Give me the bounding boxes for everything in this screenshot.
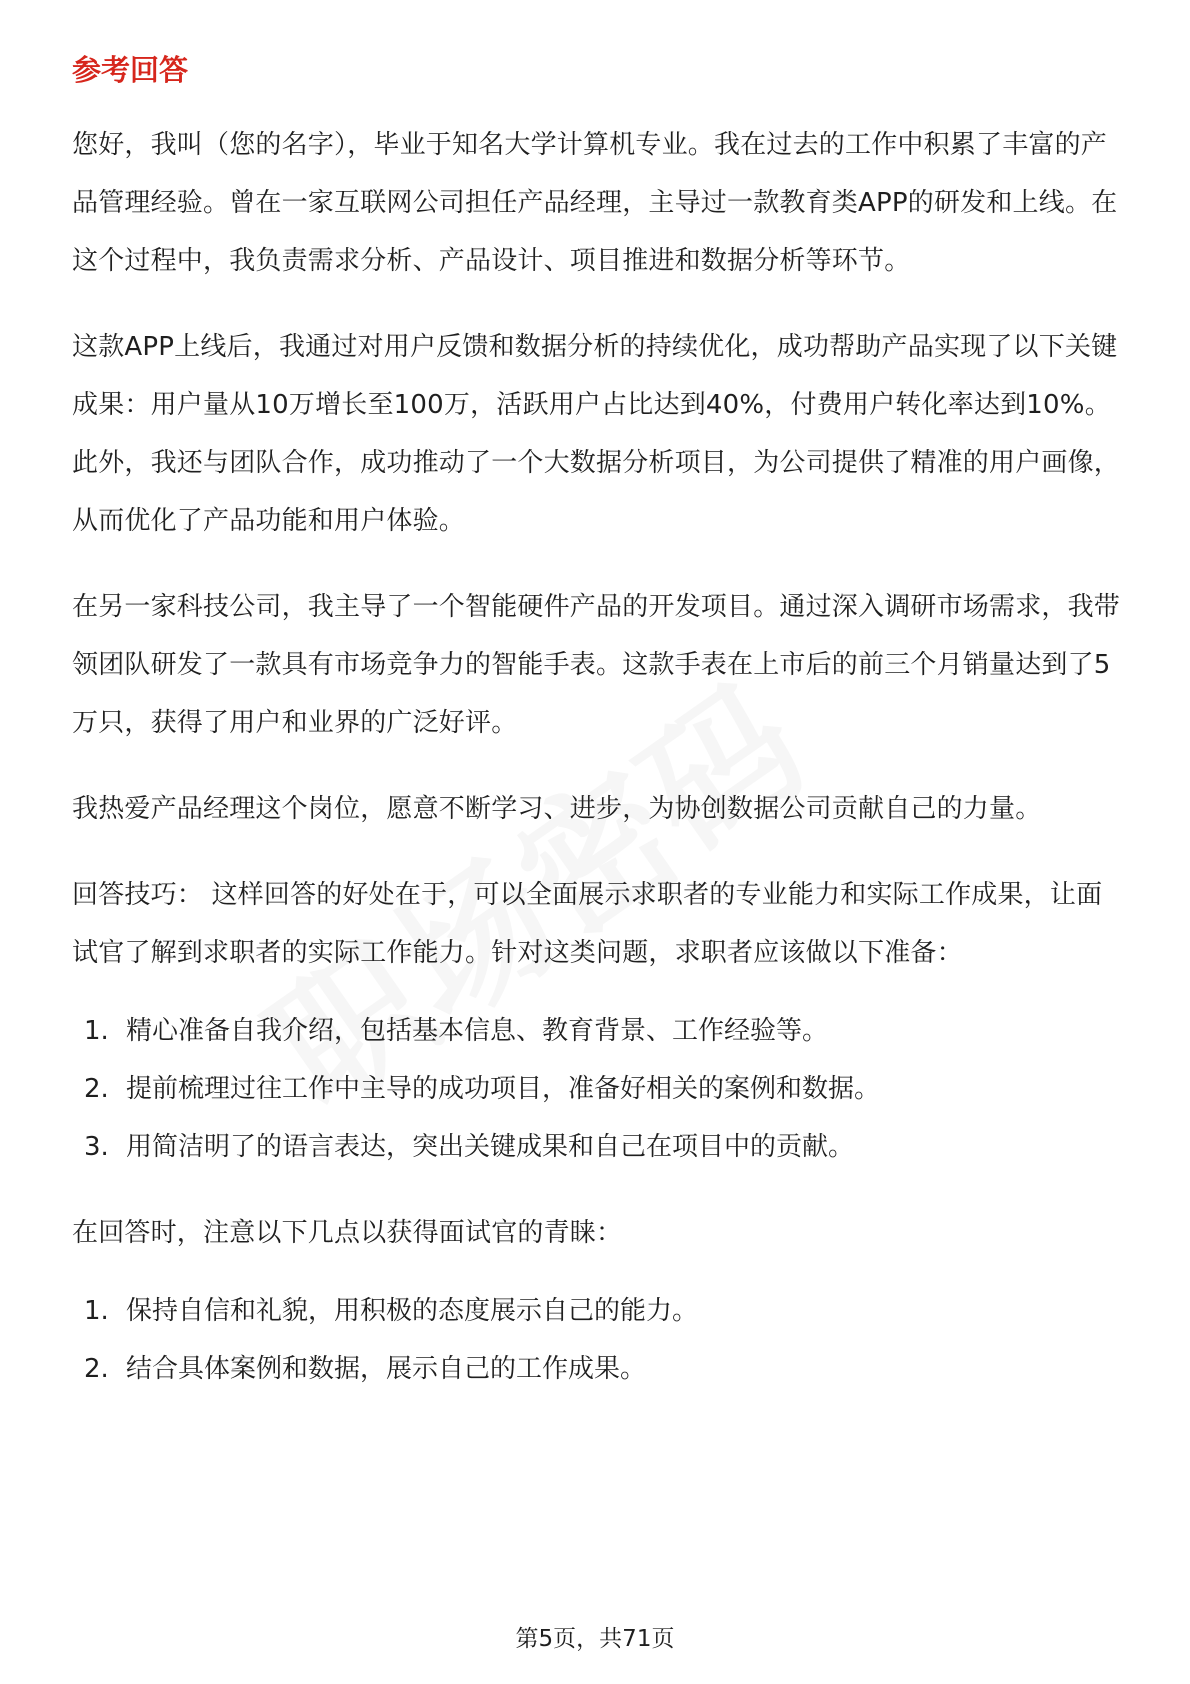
page-number-footer: 第5页，共71页 <box>515 1626 675 1652</box>
paragraph-attention: 在回答时，注意以下几点以获得面试官的青睐： <box>72 1218 623 1248</box>
preparation-list <box>72 1002 1122 1176</box>
list-item-number: 3. <box>84 1132 109 1162</box>
attention-list <box>72 1282 1122 1398</box>
section-heading: 参考回答 <box>72 53 189 87</box>
list-item-number: 1. <box>84 1296 109 1326</box>
paragraph-closing: 我热爱产品经理这个岗位，愿意不断学习、进步，为协创数据公司贡献自己的力量。 <box>72 794 1042 824</box>
list-item <box>72 1118 1122 1176</box>
list-item-number: 2. <box>84 1354 109 1384</box>
page-content <box>72 50 1122 1426</box>
list-item <box>72 1002 1122 1060</box>
list-item-number: 1. <box>84 1016 109 1046</box>
list-item-number: 2. <box>84 1074 109 1104</box>
list-item-text: 精心准备自我介绍，包括基本信息、教育背景、工作经验等。 <box>126 1016 829 1046</box>
list-item-text: 提前梳理过往工作中主导的成功项目，准备好相关的案例和数据。 <box>126 1074 881 1104</box>
paragraph-hardware-project: 在另一家科技公司，我主导了一个智能硬件产品的开发项目。通过深入调研市场需求，我带领团队研发了一款具有市场竞争力的智能手表。这款手表在上市后的前三个月销量达到了5万只，获得了用户和业界的广泛好评。 <box>72 592 1121 738</box>
list-item-text: 结合具体案例和数据，展示自己的工作成果。 <box>126 1354 647 1384</box>
list-item-text: 保持自信和礼貌，用积极的态度展示自己的能力。 <box>126 1296 699 1326</box>
paragraph-tips: 回答技巧： 这样回答的好处在于，可以全面展示求职者的专业能力和实际工作成果，让面试官了解到求职者的实际工作能力。针对这类问题，求职者应该做以下准备： <box>72 880 1103 968</box>
paragraph-intro: 您好，我叫（您的名字），毕业于知名大学计算机专业。我在过去的工作中积累了丰富的产品管理经验。曾在一家互联网公司担任产品经理，主导过一款教育类APP的研发和上线。在这个过程中，我负责需求分析、产品设计、项目推进和数据分析等环节。 <box>72 130 1118 276</box>
list-item <box>72 1060 1122 1118</box>
list-item <box>72 1282 1122 1340</box>
list-item <box>72 1340 1122 1398</box>
paragraph-results: 这款APP上线后，我通过对用户反馈和数据分析的持续优化，成功帮助产品实现了以下关键成果：用户量从10万增长至100万，活跃用户占比达到40%，付费用户转化率达到10%。此外，我还与团队合作，成功推动了一个大数据分析项目，为公司提供了精准的用户画像，从而优化了产品功能和用户体验。 <box>72 332 1121 536</box>
list-item-text: 用简洁明了的语言表达，突出关键成果和自己在项目中的贡献。 <box>126 1132 855 1162</box>
